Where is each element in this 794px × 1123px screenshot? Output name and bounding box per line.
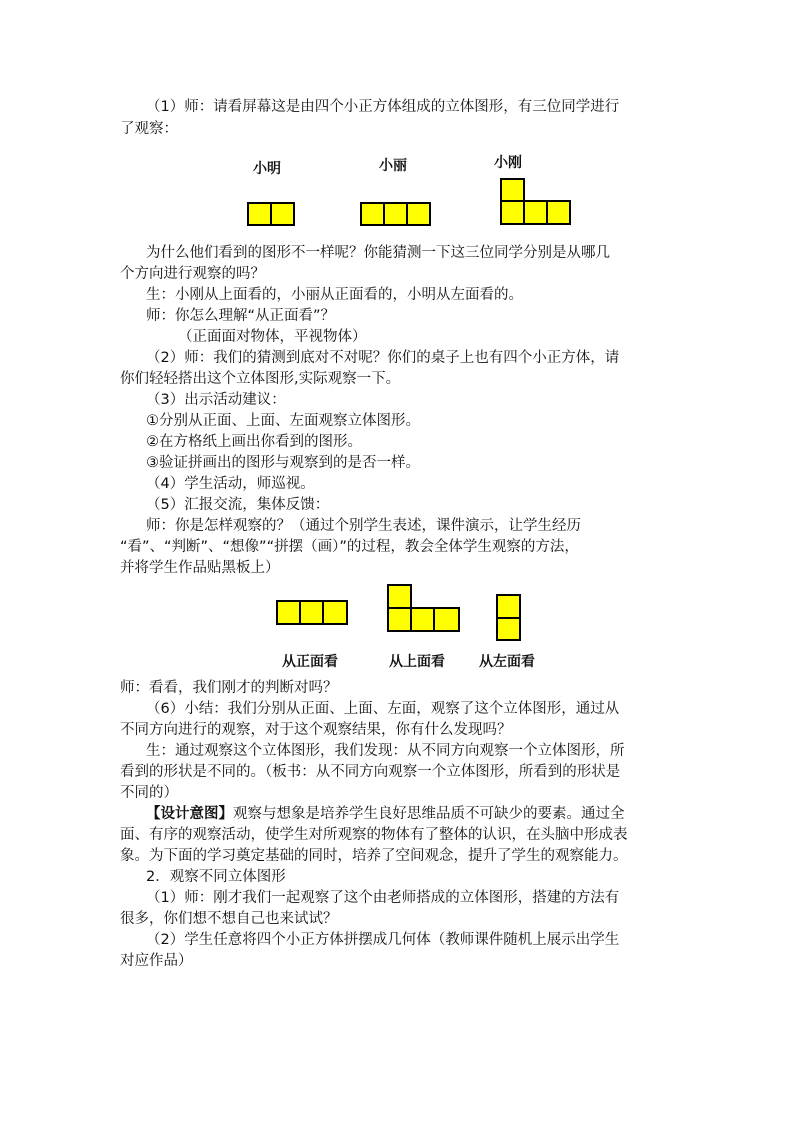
para-16-line-2: 看到的形状是不同的。（板书：从不同方向观察一个立体图形，所看到的形状是 [120,764,621,780]
design-intent-text: 观察与想象是培养学生良好思维品质不可缺少的要素。通过全 [233,806,625,822]
label-xiaoli: 小丽 [379,158,407,174]
cube-face [387,607,412,632]
cube-face [500,178,525,202]
para-1-line-1: （1）师：请看屏幕这是由四个小正方体组成的立体图形，有三位同学进行 [146,99,620,115]
para-6-line-1: （2）师：我们的猜测到底对不对呢？你们的桌子上也有四个小正方体，请 [146,350,620,366]
label-top-view: 从上面看 [389,654,445,670]
cube-face [270,202,295,226]
cube-face [383,202,408,226]
para-11: （4）学生活动，师巡视。 [146,476,315,492]
para-14: 师：看看，我们刚才的判断对吗？ [120,680,338,696]
para-13-line-3: 并将学生作品贴黑板上） [120,560,280,576]
para-17-line-2: 面、有序的观察活动，使学生对所观察的物体有了整体的认识，在头脑中形成表 [120,827,628,843]
label-xiaogang: 小刚 [494,155,522,171]
para-8: ①分别从正面、上面、左面观察立体图形。 [146,413,420,429]
cube-face [433,607,460,632]
cube-face [247,202,272,226]
para-12: （5）汇报交流，集体反馈： [146,497,330,513]
para-4: 师：你怎么理解“从正面看”？ [146,308,336,324]
cube-face [299,600,324,625]
para-15-line-1: （6）小结：我们分别从正面、上面、左面，观察了这个立体图形，通过从 [146,701,620,717]
cube-face [360,202,385,226]
para-3: 生：小刚从上面看的，小丽从正面看的，小明从左面看的。 [146,287,523,303]
para-19-line-1: （1）师：刚才我们一起观察了这个由老师搭成的立体图形，搭建的方法有 [146,890,620,906]
para-16-line-3: 不同的） [120,785,178,801]
cube-face [523,200,548,225]
para-7: （3）出示活动建议： [146,392,286,408]
cube-face [322,600,348,625]
label-xiaoming: 小明 [253,161,281,177]
para-13-line-1: 师：你是怎样观察的？（通过个别学生表述，课件演示，让学生经历 [146,518,581,534]
para-1-line-2: 了观察： [120,121,178,137]
para-5: （正面面对物体，平视物体） [178,329,367,345]
para-19-line-2: 很多，你们想不想自己也来试试？ [120,911,338,927]
para-6-line-2: 你们轻轻搭出这个立体图形,实际观察一下。 [120,371,401,387]
label-left-view: 从左面看 [479,654,535,670]
cube-face [496,617,521,641]
design-intent-tag: 【设计意图】 [146,806,233,822]
para-9: ②在方格纸上画出你看到的图形。 [146,434,362,450]
para-2-line-1: 为什么他们看到的图形不一样呢？你能猜测一下这三位同学分别是从哪几 [146,245,610,261]
para-13-line-2: “看”、“判断”、“想像”“拼摆（画）”的过程，教会全体学生观察的方法， [120,539,579,555]
cube-face [410,607,435,632]
section-heading-2: 2．观察不同立体图形 [146,869,286,885]
cube-face [406,202,431,226]
para-17-line-3: 象。为下面的学习奠定基础的同时，培养了空间观念，提升了学生的观察能力。 [120,848,628,864]
para-15-line-2: 不同方向进行的观察，对于这个观察结果，你有什么发现吗？ [120,722,512,738]
para-17-line-1 [146,804,706,825]
para-20-line-1: （2）学生任意将四个小正方体拼摆成几何体（教师课件随机上展示出学生 [146,932,620,948]
cube-face [546,200,571,225]
para-20-line-2: 对应作品） [120,953,193,969]
cube-face [500,200,525,225]
para-10: ③验证拼画出的图形与观察到的是否一样。 [146,455,420,471]
cube-face [387,584,412,609]
label-front-view: 从正面看 [282,654,338,670]
cube-face [276,600,301,625]
para-16-line-1: 生：通过观察这个立体图形，我们发现：从不同方向观察一个立体图形，所 [146,743,625,759]
para-2-line-2: 个方向进行观察的吗？ [120,266,265,282]
cube-face [496,594,521,619]
